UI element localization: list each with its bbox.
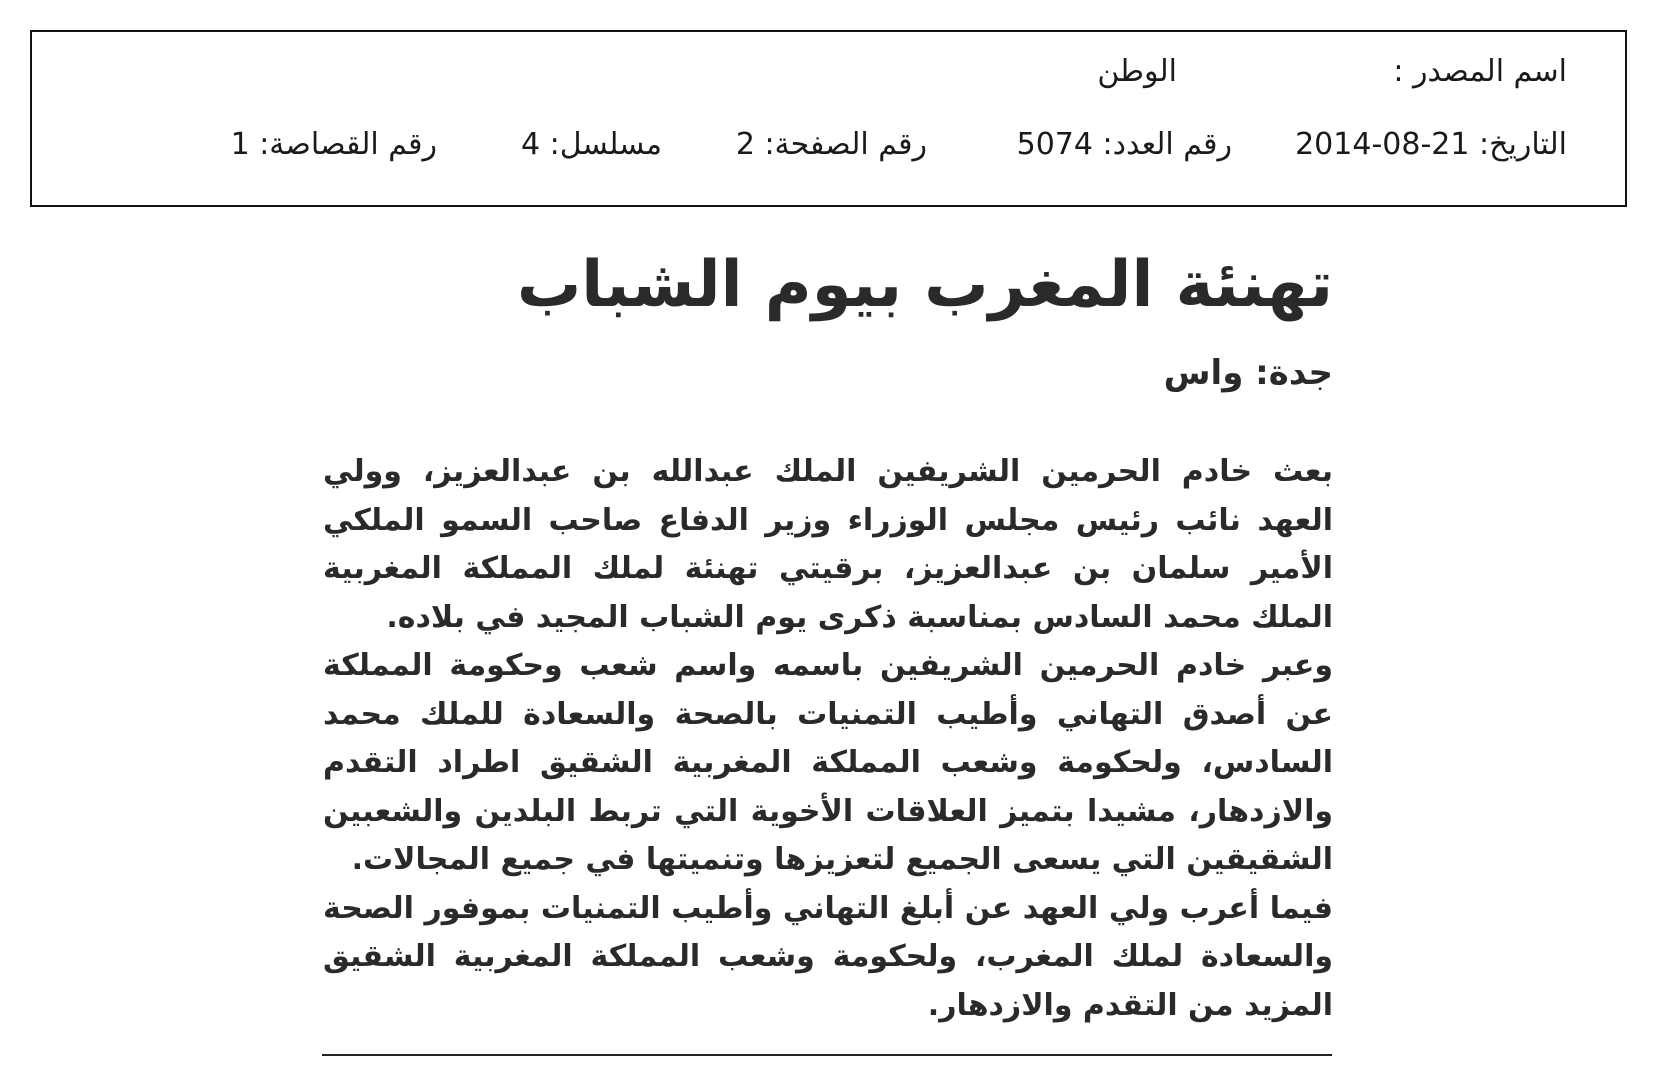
- source-value: الوطن: [1097, 54, 1177, 89]
- article-header: [333, 240, 1333, 398]
- article-dateline: جدة: واس: [1163, 353, 1333, 393]
- article-paragraph: وعبر خادم الحرمين الشريفين باسمه واسم شعب وحكومة المملكة عن أصدق التهاني وأطيب التمنيات بالصحة والسعادة للملك محمد السادس، ولحكومة وشعب المملكة المغربية الشقيق اطراد التقدم والازدهار، مشيدا بتميز العلاقات الأخوية التي تربط البلدين والشعبين الشقيقين التي يسعى الجميع لتعزيزها وتنميتها في جميع المجالات.: [323, 648, 1333, 877]
- issue-number-field: رقم العدد: 5074: [1016, 127, 1232, 162]
- article-end-rule: [322, 1054, 1332, 1056]
- metadata-row-details: [90, 125, 1567, 165]
- source-label: اسم المصدر :: [1393, 54, 1567, 89]
- page-number-field: رقم الصفحة: 2: [735, 127, 927, 162]
- article-paragraph: فيما أعرب ولي العهد عن أبلغ التهاني وأطيب التمنيات بموفور الصحة والسعادة لملك المغرب، ولحكومة وشعب المملكة المغربية الشقيق المزيد من التقدم والازدهار.: [323, 890, 1333, 1023]
- article-paragraph: بعث خادم الحرمين الشريفين الملك عبدالله بن عبدالعزيز، وولي العهد نائب رئيس مجلس الوزراء وزير الدفاع صاحب السمو الملكي الأمير سلمان بن عبدالعزيز، برقيتي تهنئة لملك المملكة المغربية الملك محمد السادس بمناسبة ذكرى يوم الشباب المجيد في بلاده.: [323, 454, 1333, 635]
- date-field: التاريخ: 21-08-2014: [1295, 127, 1567, 162]
- clipping-metadata-box: [30, 30, 1627, 207]
- clipping-number-field: رقم القصاصة: 1: [230, 127, 437, 162]
- article-headline: تهنئة المغرب بيوم الشباب: [516, 248, 1333, 322]
- metadata-row-source: [90, 52, 1567, 92]
- article-body: [323, 448, 1333, 1030]
- serial-field: مسلسل: 4: [521, 127, 662, 162]
